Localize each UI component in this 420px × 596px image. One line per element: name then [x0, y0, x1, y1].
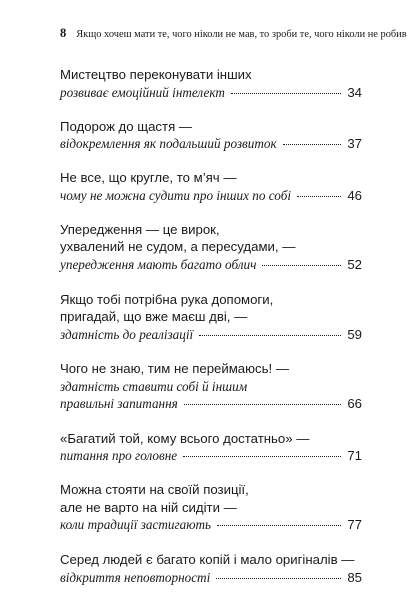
toc-page-number: 34 — [347, 84, 362, 100]
page-number: 8 — [60, 26, 67, 40]
toc-entry-title: Подорож до щастя — — [60, 118, 193, 134]
toc-page-number: 46 — [347, 187, 362, 203]
toc-entry-title: але не варто на ній сидіти — — [60, 499, 237, 515]
toc-entry[interactable] — [60, 291, 362, 344]
dot-leader — [262, 265, 341, 266]
toc-entry-subtitle: коли традиції застигають — [60, 517, 212, 533]
table-of-contents — [60, 0, 362, 596]
toc-entry[interactable] — [60, 221, 362, 274]
toc-entry-title: Мистецтво переконувати інших — [60, 67, 252, 82]
dot-leader — [283, 144, 342, 145]
dot-leader — [231, 93, 341, 94]
dot-leader — [199, 335, 341, 336]
toc-entry-subtitle: питання про головне — [60, 448, 178, 464]
toc-entry-title: ухвалений не судом, а пересудами, — — [60, 239, 296, 255]
toc-entry[interactable] — [60, 66, 362, 101]
toc-entry-title: «Багатий той, кому всього достатньо» — — [60, 430, 310, 446]
toc-entry-subtitle: чому не можна судити про інших по собі — [60, 187, 291, 203]
dot-leader — [216, 578, 341, 579]
toc-entry-title: Чого не знаю, тим не переймаюсь! — — [60, 361, 290, 377]
toc-page-number: 66 — [347, 396, 362, 412]
toc-entry-title: Серед людей є багато копій і мало оригіналів — — [60, 552, 355, 567]
toc-entry-title: Можна стояти на своїй позиції, — [60, 482, 249, 498]
toc-page-number: 52 — [347, 256, 362, 272]
toc-entry-subtitle: здатність до реалізації — [60, 326, 194, 342]
toc-page-number: 71 — [347, 448, 362, 464]
dot-leader — [217, 525, 341, 526]
toc-page-number: 37 — [347, 136, 362, 152]
dot-leader — [184, 404, 342, 405]
toc-entry-subtitle: правильні запитання — [60, 396, 178, 412]
toc-entry-title: Якщо тобі потрібна рука допомоги, — [60, 291, 274, 307]
toc-entry[interactable] — [60, 118, 362, 153]
toc-entry-title: пригадай, що вже маєш дві, — — [60, 309, 248, 324]
toc-page-number: 85 — [347, 569, 362, 585]
toc-entry-subtitle: упередження мають багато облич — [60, 256, 257, 272]
toc-entry[interactable] — [60, 551, 362, 586]
toc-entry-subtitle: розвиває емоційний інтелект — [60, 84, 225, 100]
toc-entry[interactable] — [60, 481, 362, 534]
toc-entry-title: Не все, що кругле, то м’яч — — [60, 170, 237, 186]
toc-page-number: 77 — [347, 517, 362, 533]
toc-page-number: 59 — [347, 326, 362, 342]
toc-entry[interactable] — [60, 360, 362, 413]
running-title: Якщо хочеш мати те, чого ніколи не мав, то зроби те, чого ніколи не робив — [76, 29, 407, 40]
toc-entry[interactable] — [60, 430, 362, 465]
toc-entry-title: Упередження — це вирок, — [60, 221, 220, 237]
toc-entry-subtitle: відокремлення як подальший розвиток — [60, 136, 277, 152]
toc-entry-subtitle: відкриття неповторності — [60, 569, 211, 585]
toc-entry-subtitle: здатність ставити собі й іншим — [60, 378, 248, 394]
dot-leader — [183, 456, 341, 457]
toc-entry[interactable] — [60, 169, 362, 204]
dot-leader — [297, 196, 341, 197]
